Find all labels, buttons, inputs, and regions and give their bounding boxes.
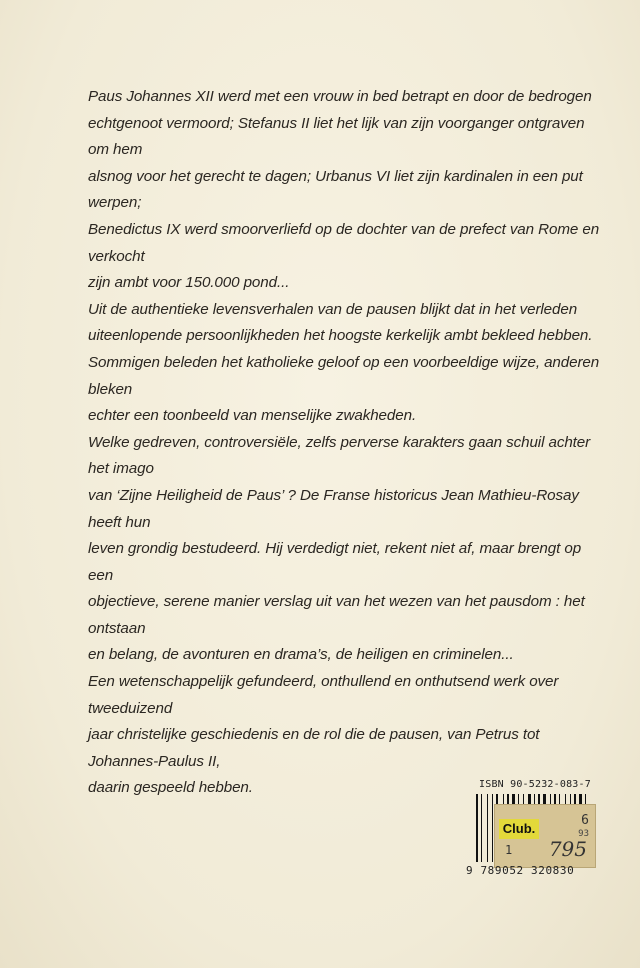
barcode-digits: 9 789052 320830 <box>466 864 575 877</box>
price-sticker <box>494 804 596 868</box>
blurb-line: leven grondig bestudeerd. Hij verdedigt niet, rekent niet af, maar brengt op een <box>88 540 582 584</box>
blurb-line: Welke gedreven, controversiële, zelfs perverse karakters gaan schuil achter het imago <box>88 433 591 478</box>
blurb-line: Sommigen beleden het katholieke geloof op een voorbeeldige wijze, anderen bleken <box>88 353 600 398</box>
blurb-line: en belang, de avonturen en drama’s, de heiligen en criminelen... <box>88 646 514 664</box>
blurb-line: van ‘Zijne Heiligheid de Paus’ ? De Franse historicus Jean Mathieu-Rosay heeft hun <box>88 486 579 531</box>
sticker-price: 795 <box>548 837 587 861</box>
sticker-code: 1 <box>505 843 513 857</box>
sticker-number-top: 6 <box>581 813 589 828</box>
blurb-line: uiteenlopende persoonlijkheden het hoogste kerkelijk ambt bekleed hebben. <box>88 327 593 345</box>
blurb-line: echtgenoot vermoord; Stefanus II liet het lijk van zijn voorganger ontgraven om hem <box>88 114 585 159</box>
blurb-line: jaar christelijke geschiedenis en de rol die de pausen, van Petrus tot Johannes-Paulus II, <box>88 726 540 770</box>
club-label: Club. <box>499 819 539 839</box>
blurb-text <box>88 84 608 802</box>
blurb-line: Een wetenschappelijk gefundeerd, onthullend en onthutsend werk over tweeduizend <box>88 673 559 717</box>
isbn-number: ISBN 90-5232-083-7 <box>479 779 591 790</box>
blurb-line: echter een toonbeeld van menselijke zwakheden. <box>88 407 417 425</box>
blurb-line: Paus Johannes XII werd met een vrouw in bed betrapt en door de bedrogen <box>88 88 592 105</box>
blurb-line: Uit de authentieke levensverhalen van de pausen blijkt dat in het verleden <box>88 300 578 318</box>
blurb-line: alsnog voor het gerecht te dagen; Urbanus VI liet zijn kardinalen in een put werpen; <box>88 167 583 212</box>
blurb-line: daarin gespeeld hebben. <box>88 779 253 797</box>
sticker-number-side: 93 <box>578 829 589 839</box>
blurb-line: Benedictus IX werd smoorverliefd op de dochter van de prefect van Rome en verkocht <box>88 220 600 265</box>
blurb-line: zijn ambt voor 150.000 pond... <box>88 274 290 292</box>
blurb-line: objectieve, serene manier verslag uit van het wezen van het pausdom : het ontstaan <box>88 593 585 637</box>
